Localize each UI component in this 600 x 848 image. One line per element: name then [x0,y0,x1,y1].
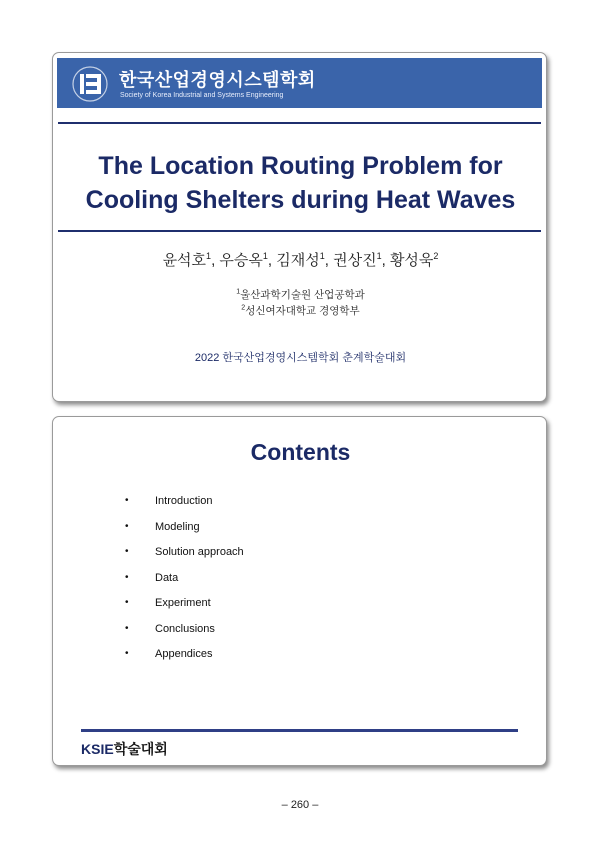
author: 윤석호$^1$, [162,251,220,269]
title-top-rule [58,122,541,124]
title-slide [52,52,547,402]
contents-slide [52,416,547,766]
list-item: • Conclusions [125,623,244,649]
author: 황성욱$^2$ [389,251,439,269]
list-item: • Appendices [125,648,244,674]
footer-rule [81,729,518,732]
author: 권상진$^1$, [333,251,390,269]
title-bottom-rule [58,230,541,232]
author-list [53,249,548,270]
contents-title: Contents [250,439,351,465]
list-item: • Introduction [125,495,244,521]
society-name-en: Society of Korea Industrial and Systems Engineering [120,92,284,99]
ksie-footer-logo [81,739,168,759]
affiliation-1: $^1$울산과학기술원 산업공학과 [236,288,365,301]
author: 김재성$^1$, [276,251,334,269]
author: 우승옥$^1$, [219,251,277,269]
list-item: • Data [125,572,244,598]
list-item: • Modeling [125,521,244,547]
list-item: • Experiment [125,597,244,623]
title-line-1: The Location Routing Problem for [98,152,503,180]
ksie-brand: KSIE [81,741,114,757]
page-number: – 260 – [281,799,319,811]
ksie-logo-icon [71,66,109,102]
affiliation-2: $^2$성신여자대학교 경영학부 [241,304,360,317]
ksie-suffix: 학술대회 [113,741,168,757]
society-name-kr: 한국산업경영시스템학회 [119,70,316,90]
title-line-2: Cooling Shelters during Heat Waves [85,186,516,214]
list-item: • Solution approach [125,546,244,572]
conference-name: 2022 한국산업경영시스템학회 춘계학술대회 [194,352,407,364]
contents-list [125,495,244,674]
society-banner [57,58,542,108]
